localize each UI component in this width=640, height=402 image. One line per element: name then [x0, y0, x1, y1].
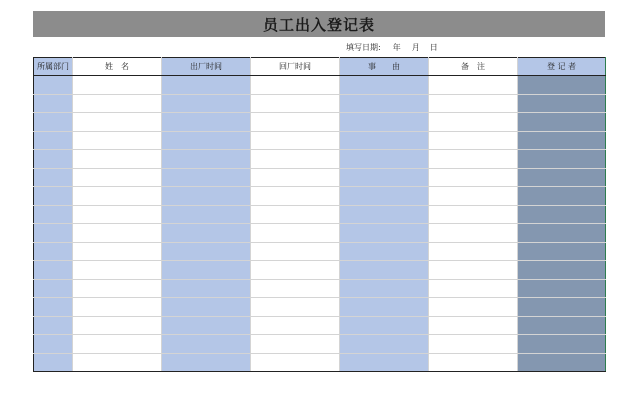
return-time-cell[interactable] [251, 242, 340, 261]
reason-cell[interactable] [340, 224, 429, 243]
table-row [34, 298, 606, 317]
exit-time-cell[interactable] [162, 131, 251, 150]
return-time-cell[interactable] [251, 298, 340, 317]
reason-cell[interactable] [340, 261, 429, 280]
exit-time-cell[interactable] [162, 353, 251, 372]
date-label: 填写日期: [346, 42, 381, 52]
table-row [34, 353, 606, 372]
registrar-cell[interactable] [518, 150, 606, 169]
header-registrar[interactable]: 登 记 者 [518, 58, 606, 76]
remarks-cell[interactable] [429, 316, 518, 335]
return-time-cell[interactable] [251, 150, 340, 169]
remarks-cell[interactable] [429, 335, 518, 354]
department-cell[interactable] [34, 279, 73, 298]
reason-cell[interactable] [340, 168, 429, 187]
return-time-cell[interactable] [251, 316, 340, 335]
exit-time-cell[interactable] [162, 279, 251, 298]
title-bar [33, 11, 605, 37]
table-row [34, 205, 606, 224]
registrar-cell[interactable] [518, 94, 606, 113]
name-cell[interactable] [73, 205, 162, 224]
date-line [346, 41, 438, 53]
reason-cell[interactable] [340, 150, 429, 169]
table-row [34, 113, 606, 132]
reason-cell[interactable] [340, 298, 429, 317]
department-cell[interactable] [34, 150, 73, 169]
department-cell[interactable] [34, 316, 73, 335]
registrar-cell[interactable] [518, 168, 606, 187]
remarks-cell[interactable] [429, 113, 518, 132]
name-cell[interactable] [73, 242, 162, 261]
exit-time-cell[interactable] [162, 298, 251, 317]
registrar-cell[interactable] [518, 316, 606, 335]
exit-time-cell[interactable] [162, 316, 251, 335]
header-remarks[interactable]: 备 注 [429, 58, 518, 76]
reason-cell[interactable] [340, 76, 429, 95]
department-cell[interactable] [34, 113, 73, 132]
table-row [34, 335, 606, 354]
return-time-cell[interactable] [251, 187, 340, 206]
remarks-cell[interactable] [429, 279, 518, 298]
registrar-cell[interactable] [518, 353, 606, 372]
table-row [34, 168, 606, 187]
reason-cell[interactable] [340, 94, 429, 113]
return-time-cell[interactable] [251, 205, 340, 224]
return-time-cell[interactable] [251, 261, 340, 280]
name-cell[interactable] [73, 261, 162, 280]
department-cell[interactable] [34, 224, 73, 243]
reason-cell[interactable] [340, 242, 429, 261]
department-cell[interactable] [34, 168, 73, 187]
remarks-cell[interactable] [429, 261, 518, 280]
remarks-cell[interactable] [429, 187, 518, 206]
remarks-cell[interactable] [429, 242, 518, 261]
return-time-cell[interactable] [251, 113, 340, 132]
return-time-cell[interactable] [251, 76, 340, 95]
department-cell[interactable] [34, 131, 73, 150]
name-cell[interactable] [73, 113, 162, 132]
exit-time-cell[interactable] [162, 242, 251, 261]
registrar-cell[interactable] [518, 279, 606, 298]
exit-time-cell[interactable] [162, 113, 251, 132]
remarks-cell[interactable] [429, 353, 518, 372]
registrar-cell[interactable] [518, 187, 606, 206]
name-cell[interactable] [73, 298, 162, 317]
name-cell[interactable] [73, 150, 162, 169]
registrar-cell[interactable] [518, 76, 606, 95]
reason-cell[interactable] [340, 205, 429, 224]
return-time-cell[interactable] [251, 168, 340, 187]
date-year: 年 [392, 42, 401, 52]
header-reason[interactable]: 事 由 [340, 58, 429, 76]
registrar-cell[interactable] [518, 131, 606, 150]
remarks-cell[interactable] [429, 224, 518, 243]
name-cell[interactable] [73, 279, 162, 298]
registrar-cell[interactable] [518, 224, 606, 243]
return-time-cell[interactable] [251, 279, 340, 298]
registrar-cell[interactable] [518, 335, 606, 354]
exit-time-cell[interactable] [162, 224, 251, 243]
remarks-cell[interactable] [429, 168, 518, 187]
reason-cell[interactable] [340, 353, 429, 372]
remarks-cell[interactable] [429, 150, 518, 169]
header-name[interactable]: 姓 名 [73, 58, 162, 76]
name-cell[interactable] [73, 76, 162, 95]
department-cell[interactable] [34, 205, 73, 224]
name-cell[interactable] [73, 168, 162, 187]
table-row [34, 131, 606, 150]
table-row [34, 224, 606, 243]
reason-cell[interactable] [340, 279, 429, 298]
name-cell[interactable] [73, 187, 162, 206]
header-exit-time[interactable]: 出厂时间 [162, 58, 251, 76]
exit-time-cell[interactable] [162, 150, 251, 169]
return-time-cell[interactable] [251, 224, 340, 243]
reason-cell[interactable] [340, 187, 429, 206]
header-department[interactable]: 所属部门 [34, 58, 73, 76]
registrar-cell[interactable] [518, 298, 606, 317]
return-time-cell[interactable] [251, 353, 340, 372]
name-cell[interactable] [73, 94, 162, 113]
department-cell[interactable] [34, 94, 73, 113]
remarks-cell[interactable] [429, 94, 518, 113]
table-row [34, 279, 606, 298]
remarks-cell[interactable] [429, 131, 518, 150]
exit-time-cell[interactable] [162, 94, 251, 113]
reason-cell[interactable] [340, 335, 429, 354]
table-row [34, 316, 606, 335]
return-time-cell[interactable] [251, 94, 340, 113]
department-cell[interactable] [34, 335, 73, 354]
registrar-cell[interactable] [518, 113, 606, 132]
date-day: 日 [429, 42, 438, 52]
exit-time-cell[interactable] [162, 205, 251, 224]
table-row [34, 261, 606, 280]
registrar-cell[interactable] [518, 261, 606, 280]
registrar-cell[interactable] [518, 242, 606, 261]
department-cell[interactable] [34, 76, 73, 95]
sheet-title: 员工出入登记表 [262, 15, 375, 34]
register-table [33, 57, 606, 372]
table-row [34, 76, 606, 95]
table-body [34, 76, 606, 372]
department-cell[interactable] [34, 353, 73, 372]
department-cell[interactable] [34, 187, 73, 206]
date-month: 月 [411, 42, 420, 52]
reason-cell[interactable] [340, 113, 429, 132]
registrar-cell[interactable] [518, 205, 606, 224]
exit-time-cell[interactable] [162, 261, 251, 280]
header-return-time[interactable]: 回厂时间 [251, 58, 340, 76]
remarks-cell[interactable] [429, 205, 518, 224]
name-cell[interactable] [73, 316, 162, 335]
name-cell[interactable] [73, 224, 162, 243]
name-cell[interactable] [73, 335, 162, 354]
exit-time-cell[interactable] [162, 76, 251, 95]
department-cell[interactable] [34, 298, 73, 317]
reason-cell[interactable] [340, 316, 429, 335]
table-row [34, 242, 606, 261]
table-row [34, 150, 606, 169]
name-cell[interactable] [73, 131, 162, 150]
exit-time-cell[interactable] [162, 187, 251, 206]
exit-time-cell[interactable] [162, 168, 251, 187]
name-cell[interactable] [73, 353, 162, 372]
department-cell[interactable] [34, 242, 73, 261]
return-time-cell[interactable] [251, 131, 340, 150]
reason-cell[interactable] [340, 131, 429, 150]
table-row [34, 187, 606, 206]
exit-time-cell[interactable] [162, 335, 251, 354]
remarks-cell[interactable] [429, 76, 518, 95]
remarks-cell[interactable] [429, 298, 518, 317]
table-row [34, 94, 606, 113]
return-time-cell[interactable] [251, 335, 340, 354]
department-cell[interactable] [34, 261, 73, 280]
header-row [34, 58, 606, 76]
